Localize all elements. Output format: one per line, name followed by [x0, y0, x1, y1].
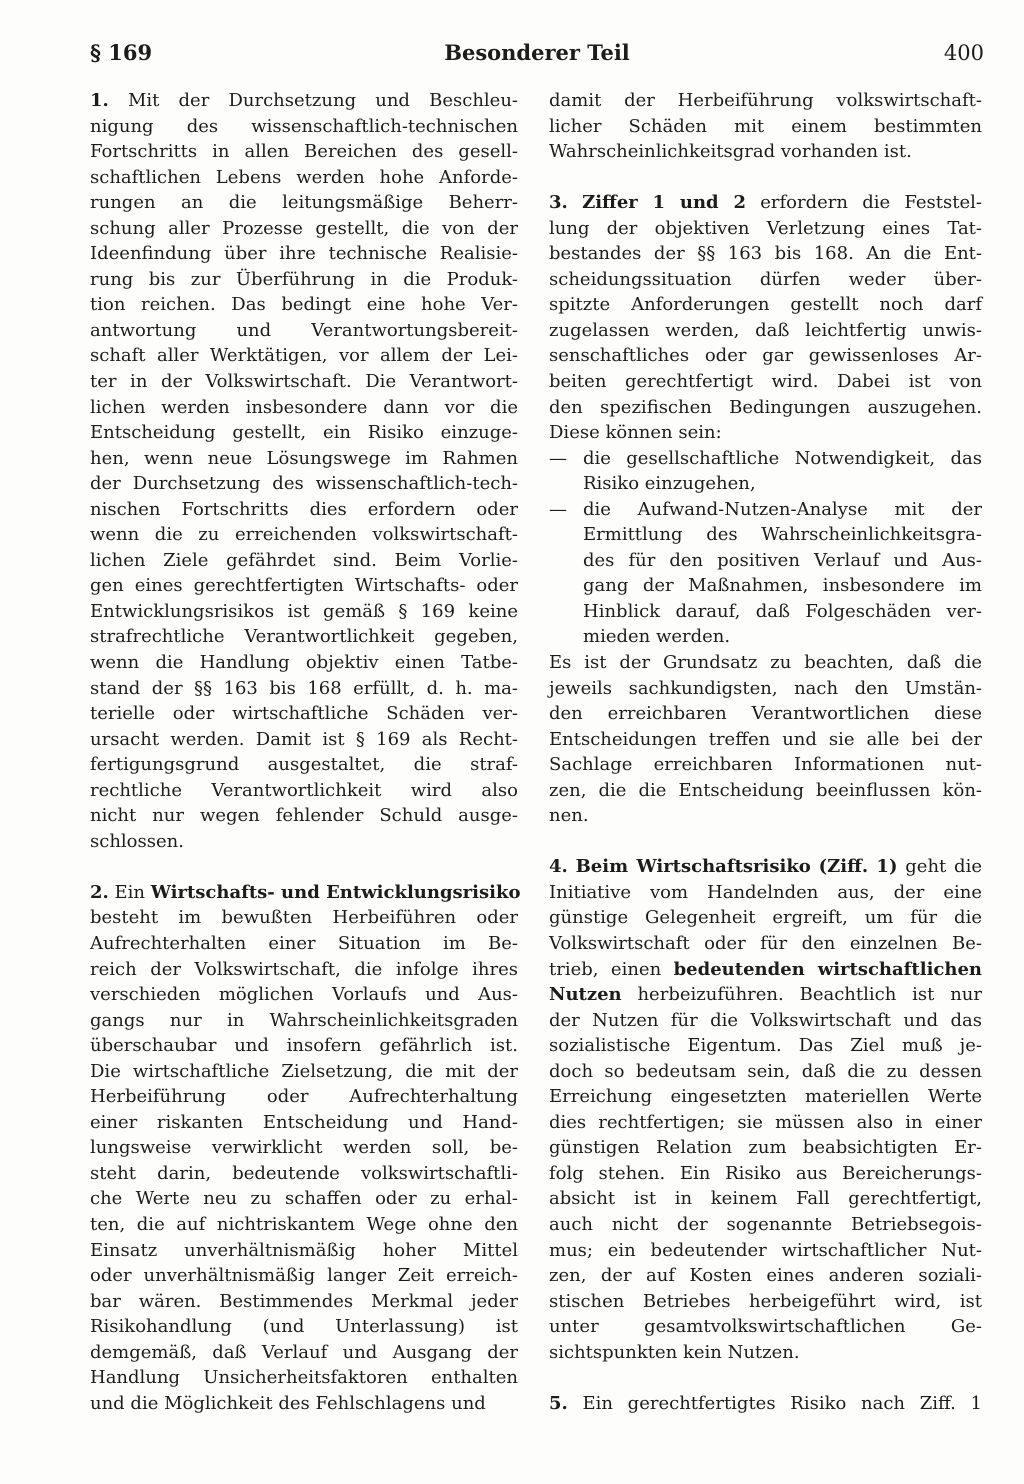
text-line: nen.: [549, 805, 589, 827]
text-line: fertigungsgrund ausgestaltet, die straf-: [90, 754, 518, 776]
text-line: lungsweise verwirklicht werden soll, be-: [90, 1137, 518, 1159]
text-line: auch nicht der sogenannte Betriebsegois-: [549, 1213, 982, 1235]
paragraph-p3-bullet2: [549, 497, 982, 650]
text-line: wenn die zu erreichenden volkswirtschaft-: [90, 524, 518, 546]
dash-bullet: —: [549, 447, 567, 469]
text-line: günstigen Relation zum beabsichtigten Er-: [549, 1137, 982, 1159]
text-line: doch so bedeutsam sein, daß die zu dessen: [549, 1060, 982, 1082]
text-line: einer riskanten Entscheidung und Hand-: [90, 1111, 518, 1133]
text-line: Wahrscheinlichkeitsgrad vorhanden ist.: [549, 141, 912, 163]
text-line: zugelassen werden, daß leichtfertig unwis-: [549, 319, 982, 341]
section-number: § 169: [90, 40, 153, 65]
text-line: dies rechtfertigen; sie müssen also in einer: [549, 1111, 982, 1133]
paragraph-p3-tail: [549, 650, 982, 829]
text-line: Einsatz unverhältnismäßig hoher Mittel: [90, 1239, 518, 1261]
text-line: absicht ist in keinem Fall gerechtfertigt,: [549, 1188, 982, 1210]
text-line: besteht im bewußten Herbeiführen oder: [90, 907, 518, 929]
text-line: verschieden möglichen Vorlaufs und Aus-: [90, 984, 518, 1006]
right-column: [549, 88, 982, 1416]
paragraph-gap: [549, 165, 982, 191]
text-line: 4. Beim Wirtschaftsrisiko (Ziff. 1) geht die: [549, 856, 982, 878]
paragraph-gap: [549, 1365, 982, 1391]
text-line: schaft aller Werktätigen, vor allem der Lei-: [90, 345, 518, 367]
text-line: hen, wenn neue Lösungswege im Rahmen: [90, 447, 518, 469]
text-line: reich der Volkswirtschaft, die infolge ihres: [90, 958, 518, 980]
text-line: Ideenfindung über ihre technische Realisie-: [90, 243, 518, 265]
paragraph-gap: [90, 854, 518, 880]
running-title: Besonderer Teil: [444, 40, 630, 65]
text-line: günstige Gelegenheit ergreift, um für die: [549, 907, 982, 929]
text-line: Risikohandlung (und Unterlassung) ist: [90, 1316, 518, 1338]
text-line: Erreichung eingesetzten materiellen Werte: [549, 1086, 982, 1108]
text-line: nischen Fortschritts dies erfordern oder: [90, 498, 518, 520]
text-line: antwortung und Verantwortungsbereit-: [90, 319, 518, 341]
text-line: 3. Ziffer 1 und 2 erfordern die Feststel-: [549, 192, 982, 214]
text-line: spitzte Anforderungen gestellt noch darf: [549, 294, 982, 316]
text-line: tion reichen. Das bedingt eine hohe Ver-: [90, 294, 518, 316]
text-line: nicht nur wegen fehlender Schuld ausge-: [90, 805, 518, 827]
paragraph-p5: [549, 1391, 982, 1417]
text-line: schlossen.: [90, 830, 184, 852]
text-line: gang der Maßnahmen, insbesondere im: [583, 575, 982, 597]
text-line: überschaubar und insofern gefährlich ist.: [90, 1035, 518, 1057]
text-line: zen, die die Entscheidung beeinflussen kön-: [549, 779, 982, 801]
paragraph-p3-bullet1: [549, 446, 982, 497]
dash-bullet: —: [549, 498, 567, 520]
text-line: Hinblick darauf, daß Folgeschäden ver-: [583, 600, 982, 622]
text-line: gangs nur in Wahrscheinlichkeitsgraden: [90, 1009, 518, 1031]
text-line: oder unverhältnismäßig langer Zeit erreich-: [90, 1265, 518, 1287]
text-line: des für den positiven Verlauf und Aus-: [583, 549, 982, 571]
text-line: Die wirtschaftliche Zielsetzung, die mit der: [90, 1060, 518, 1082]
text-line: Handlung Unsicherheitsfaktoren enthalten: [90, 1367, 518, 1389]
text-line: senschaftliches oder gar gewissenloses Ar-: [549, 345, 982, 367]
text-line: Herbeiführung oder Aufrechterhaltung: [90, 1086, 518, 1108]
text-line: Entscheidungen treffen und sie alle bei der: [549, 728, 982, 750]
text-line: 5. Ein gerechtfertigtes Risiko nach Ziff. 1: [549, 1392, 982, 1414]
text-line: rung bis zur Überführung in die Produk-: [90, 268, 518, 290]
text-line: scheidungssituation dürfen weder über-: [549, 268, 982, 290]
text-line: ursacht werden. Damit ist § 169 als Recht-: [90, 728, 518, 750]
text-line: ter in der Volkswirtschaft. Die Verantwort-: [90, 371, 518, 393]
text-line: stand der §§ 163 bis 168 erfüllt, d. h. ma-: [90, 677, 518, 699]
text-line: Volkswirtschaft oder für den einzelnen Be-: [549, 932, 982, 954]
text-line: che Werte neu zu schaffen oder zu erhal-: [90, 1188, 518, 1210]
text-line: steht darin, bedeutende volkswirtschaftli-: [90, 1162, 518, 1184]
text-line: unter gesamtvolkswirtschaftlichen Ge-: [549, 1316, 982, 1338]
text-line: lung der objektiven Verletzung eines Tat-: [549, 217, 982, 239]
text-line: nigung des wissenschaftlich-technischen: [90, 115, 518, 137]
text-line: mieden werden.: [583, 626, 731, 648]
text-line: gen eines gerechtfertigten Wirtschafts- oder: [90, 575, 518, 597]
paragraph-gap: [549, 829, 982, 855]
text-line: bar wären. Bestimmendes Merkmal jeder: [90, 1290, 518, 1312]
text-line: 1. Mit der Durchsetzung und Beschleu-: [90, 90, 518, 111]
text-line: lichen Ziele gefährdet sind. Beim Vorlie-: [90, 549, 518, 571]
text-line: sichtspunkten kein Nutzen.: [549, 1341, 800, 1363]
text-line: ten, die auf nichtriskantem Wege ohne den: [90, 1214, 518, 1236]
paragraph-p1: [90, 88, 518, 854]
text-line: der Durchsetzung des wissenschaftlich-tech-: [90, 473, 518, 495]
text-line: beiten gerechtfertigt wird. Dabei ist von: [549, 370, 982, 392]
paragraph-p3: [549, 190, 982, 445]
text-line: Diese können sein:: [549, 422, 722, 444]
paragraph-p2-cont: [549, 88, 982, 165]
text-line: Aufrechterhalten einer Situation im Be-: [90, 933, 518, 954]
text-line: den spezifischen Bedingungen auszugehen.: [549, 396, 982, 418]
left-column: [90, 88, 521, 1416]
text-line: demgemäß, daß Verlauf und Ausgang der: [90, 1341, 518, 1363]
page-header: [90, 38, 984, 68]
text-line: Ermittlung des Wahrscheinlichkeitsgra-: [583, 524, 982, 546]
text-line: lichen werden insbesondere dann vor die: [90, 396, 518, 418]
text-line: rechtliche Verantwortlichkeit wird also: [90, 779, 518, 801]
text-line: Entscheidung gestellt, ein Risiko einzuge-: [90, 422, 518, 444]
text-line: zen, der auf Kosten eines anderen soziali-: [549, 1265, 982, 1287]
text-line: Fortschritts in allen Bereichen des gesell-: [90, 141, 518, 163]
text-line: — die gesellschaftliche Notwendigkeit, das: [549, 446, 982, 472]
paragraph-p2: [90, 880, 521, 1416]
text-line: Initiative vom Handelnden aus, der eine: [549, 881, 982, 903]
text-line: wenn die Handlung objektiv einen Tatbe-: [90, 652, 518, 674]
text-line: bestandes der §§ 163 bis 168. An die Ent-: [549, 243, 982, 265]
text-line: schaftlichen Lebens werden hohe Anforde-: [90, 166, 518, 188]
text-line: trieb, einen bedeutenden wirtschaftlichen: [549, 958, 982, 980]
text-line: Nutzen herbeizuführen. Beachtlich ist nur: [549, 984, 982, 1006]
text-line: 2. Ein Wirtschafts- und Entwicklungsrisiko: [90, 881, 521, 903]
text-line: Es ist der Grundsatz zu beachten, daß die: [549, 651, 982, 673]
text-line: den erreichbaren Verantwortlichen diese: [549, 703, 982, 725]
text-line: folg stehen. Ein Risiko aus Bereicherungs-: [549, 1162, 982, 1184]
text-line: der Nutzen für die Volkswirtschaft und das: [549, 1009, 982, 1031]
text-line: terielle oder wirtschaftliche Schäden ver-: [90, 703, 518, 725]
text-line: strafrechtliche Verantwortlichkeit gegeben,: [90, 626, 518, 648]
text-line: schung aller Prozesse gestellt, die von der: [90, 217, 518, 239]
text-line: damit der Herbeiführung volkswirtschaft-: [549, 90, 982, 111]
text-line: rungen an die leitungsmäßige Beherr-: [90, 192, 518, 214]
text-line: licher Schäden mit einem bestimmten: [549, 115, 982, 137]
text-line: und die Möglichkeit des Fehlschlagens und: [90, 1392, 486, 1414]
paragraph-p4: [549, 854, 982, 1365]
text-line: — die Aufwand-Nutzen-Analyse mit der: [549, 497, 982, 523]
text-line: stischen Betriebes herbeigeführt wird, ist: [549, 1290, 982, 1312]
text-line: Sachlage erreichbaren Informationen nut-: [549, 754, 982, 776]
page-number: 400: [943, 41, 984, 65]
text-line: mus; ein bedeutender wirtschaftlicher Nut-: [549, 1239, 982, 1261]
text-line: sozialistische Eigentum. Das Ziel muß je-: [549, 1035, 982, 1057]
text-line: jeweils sachkundigsten, nach den Umstän-: [549, 677, 982, 699]
text-line: Risiko einzugehen,: [583, 473, 756, 495]
text-line: Entwicklungsrisikos ist gemäß § 169 keine: [90, 600, 518, 622]
